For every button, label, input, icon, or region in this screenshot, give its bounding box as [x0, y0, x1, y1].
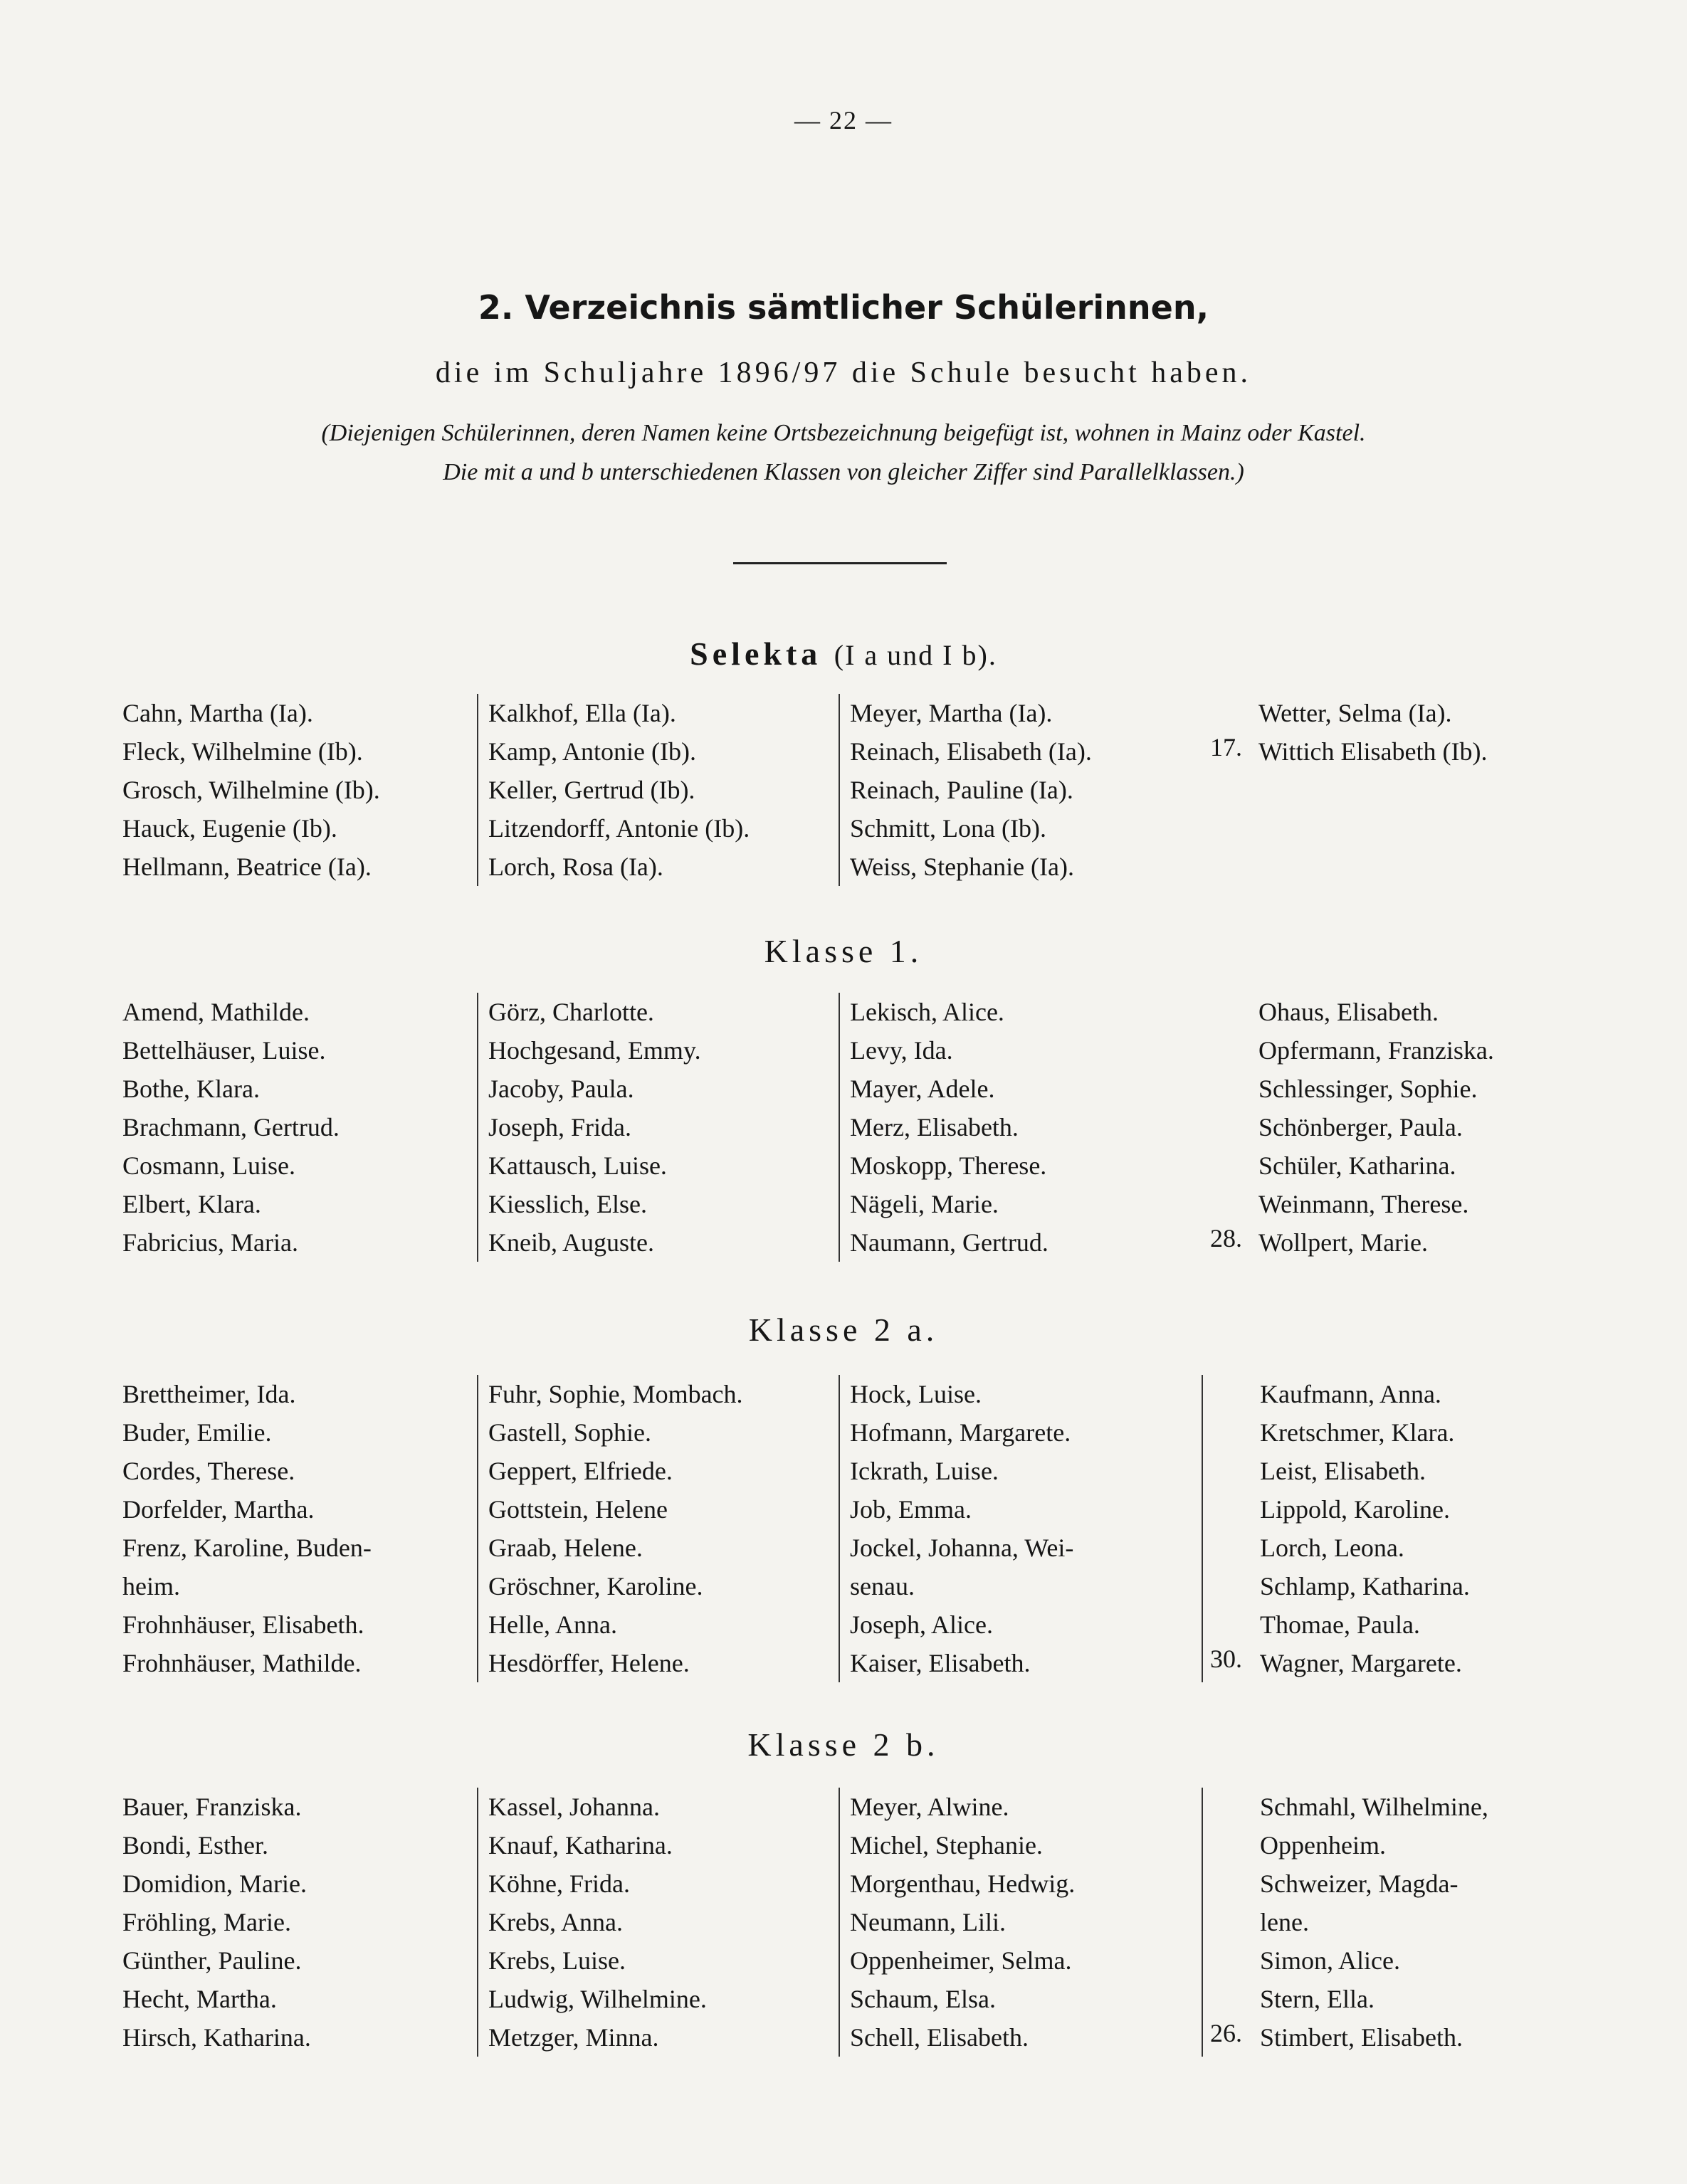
list-item: Schüler, Katharina.: [1258, 1151, 1456, 1180]
list-item: Brettheimer, Ida.: [122, 1380, 296, 1408]
list-item: Ludwig, Wilhelmine.: [488, 1985, 707, 2013]
list-item: Joseph, Alice.: [850, 1610, 993, 1639]
list-item: Hauck, Eugenie (Ib).: [122, 814, 337, 843]
list-item: Frenz, Karoline, Buden-: [122, 1534, 372, 1562]
list-item: Fleck, Wilhelmine (Ib).: [122, 737, 363, 766]
list-item: Meyer, Alwine.: [850, 1793, 1009, 1821]
list-item: Metzger, Minna.: [488, 2023, 659, 2052]
page-subtitle: die im Schuljahre 1896/97 die Schule besucht haben.: [435, 357, 1252, 389]
list-item: Günther, Pauline.: [122, 1946, 302, 1975]
section-title-text: Klasse 2 a.: [748, 1312, 939, 1348]
list-item: Gröschner, Karoline.: [488, 1572, 703, 1600]
list-item: senau.: [850, 1572, 915, 1600]
list-item: Neumann, Lili.: [850, 1908, 1006, 1936]
page-title: 2. Verzeichnis sämtlicher Schülerinnen,: [478, 288, 1209, 327]
list-item: Reinach, Elisabeth (Ia).: [850, 737, 1092, 766]
list-item: Lorch, Leona.: [1260, 1534, 1404, 1562]
name-column-4: [1202, 1788, 1488, 2057]
count-total: 28.: [1210, 1224, 1242, 1252]
list-item: Wollpert, Marie.: [1258, 1228, 1429, 1257]
note-line-2: Die mit a und b unterschiedenen Klassen von gleicher Ziffer sind Parallelklassen.): [443, 459, 1244, 485]
name-column-4: [1202, 1375, 1470, 1682]
list-item: Hofmann, Margarete.: [850, 1418, 1071, 1447]
list-item: Krebs, Luise.: [488, 1946, 626, 1975]
list-item: Lekisch, Alice.: [850, 998, 1004, 1026]
list-item: Bondi, Esther.: [122, 1831, 268, 1859]
name-column-2: [477, 694, 750, 886]
list-item: Schmitt, Lona (Ib).: [850, 814, 1046, 843]
list-item: Hochgesand, Emmy.: [488, 1036, 701, 1065]
list-item: Meyer, Martha (Ia).: [850, 699, 1053, 727]
list-item: Michel, Stephanie.: [850, 1831, 1043, 1859]
list-item: Reinach, Pauline (Ia).: [850, 776, 1073, 804]
list-item: Schmahl, Wilhelmine,: [1260, 1793, 1488, 1821]
list-item: Cahn, Martha (Ia).: [122, 699, 313, 727]
list-item: Stern, Ella.: [1260, 1985, 1375, 2013]
section-title-klasse1: [0, 932, 1687, 970]
list-item: Hirsch, Katharina.: [122, 2023, 311, 2052]
list-item: Elbert, Klara.: [122, 1190, 261, 1218]
list-item: Schell, Elisabeth.: [850, 2023, 1029, 2052]
note-line-1: (Diejenigen Schülerinnen, deren Namen keine Ortsbezeichnung beigefügt ist, wohnen in Mainz oder Kastel.: [321, 420, 1366, 446]
name-column-4: [1202, 694, 1487, 771]
list-item: Oppenheim.: [1260, 1831, 1386, 1859]
list-item: Schlessinger, Sophie.: [1258, 1075, 1478, 1103]
section-title-selekta: [0, 635, 1687, 672]
divider-rule: [733, 562, 947, 564]
list-item: Mayer, Adele.: [850, 1075, 995, 1103]
name-column-2: [477, 1788, 707, 2057]
list-item: Weiss, Stephanie (Ia).: [850, 853, 1074, 881]
list-item: Naumann, Gertrud.: [850, 1228, 1049, 1257]
count-total: 17.: [1210, 733, 1242, 761]
list-item: Levy, Ida.: [850, 1036, 953, 1065]
list-item: Keller, Gertrud (Ib).: [488, 776, 695, 804]
list-item: Bauer, Franziska.: [122, 1793, 302, 1821]
list-item: Jockel, Johanna, Wei-: [850, 1534, 1074, 1562]
list-item: Joseph, Frida.: [488, 1113, 631, 1141]
list-item: Ohaus, Elisabeth.: [1258, 998, 1439, 1026]
section-title-text: Klasse 2 b.: [747, 1726, 940, 1763]
list-item: Kassel, Johanna.: [488, 1793, 660, 1821]
list-item: Frohnhäuser, Mathilde.: [122, 1649, 362, 1677]
count-total: 30.: [1210, 1645, 1242, 1673]
list-item: Litzendorff, Antonie (Ib).: [488, 814, 750, 843]
list-item: Wittich Elisabeth (Ib).: [1258, 737, 1488, 766]
list-item: Hock, Luise.: [850, 1380, 982, 1408]
section-title-klasse2a: [0, 1311, 1687, 1349]
list-item: Hesdörffer, Helene.: [488, 1649, 690, 1677]
section-title-klasse2b: [0, 1726, 1687, 1763]
list-item: Weinmann, Therese.: [1258, 1190, 1469, 1218]
list-item: Kamp, Antonie (Ib).: [488, 737, 696, 766]
name-column-3: [839, 1788, 1075, 2057]
list-item: Ickrath, Luise.: [850, 1457, 999, 1485]
list-item: Job, Emma.: [850, 1495, 972, 1524]
list-item: Wetter, Selma (Ia).: [1258, 699, 1452, 727]
list-item: Thomae, Paula.: [1260, 1610, 1420, 1639]
list-item: Cosmann, Luise.: [122, 1151, 295, 1180]
name-column-1: [122, 1788, 311, 2057]
list-item: Stimbert, Elisabeth.: [1260, 2023, 1463, 2052]
list-item: Fröhling, Marie.: [122, 1908, 291, 1936]
list-item: Graab, Helene.: [488, 1534, 643, 1562]
list-item: Oppenheimer, Selma.: [850, 1946, 1072, 1975]
list-item: Gottstein, Helene: [488, 1495, 668, 1524]
name-column-4: [1258, 993, 1494, 1262]
name-column-3: [839, 694, 1092, 886]
list-item: Kaiser, Elisabeth.: [850, 1649, 1031, 1677]
section-title-text: Klasse 1.: [764, 933, 923, 969]
list-item: Kalkhof, Ella (Ia).: [488, 699, 676, 727]
list-item: heim.: [122, 1572, 180, 1600]
list-item: Frohnhäuser, Elisabeth.: [122, 1610, 364, 1639]
name-column-1: [122, 993, 340, 1262]
list-item: Kaufmann, Anna.: [1260, 1380, 1441, 1408]
name-column-3: [839, 1375, 1073, 1682]
list-item: Grosch, Wilhelmine (Ib).: [122, 776, 380, 804]
list-item: Görz, Charlotte.: [488, 998, 654, 1026]
list-item: Brachmann, Gertrud.: [122, 1113, 340, 1141]
list-item: Merz, Elisabeth.: [850, 1113, 1019, 1141]
count-total: 26.: [1210, 2019, 1242, 2047]
list-item: Helle, Anna.: [488, 1610, 617, 1639]
list-item: Kneib, Auguste.: [488, 1228, 654, 1257]
list-item: Buder, Emilie.: [122, 1418, 272, 1447]
list-item: Wagner, Margarete.: [1260, 1649, 1462, 1677]
list-item: Cordes, Therese.: [122, 1457, 295, 1485]
list-item: Schaum, Elsa.: [850, 1985, 996, 2013]
list-item: Opfermann, Franziska.: [1258, 1036, 1494, 1065]
list-item: Kretschmer, Klara.: [1260, 1418, 1455, 1447]
list-item: Hecht, Martha.: [122, 1985, 277, 2013]
list-item: lene.: [1260, 1908, 1309, 1936]
list-item: Domidion, Marie.: [122, 1869, 307, 1898]
page-number: — 22 —: [794, 106, 893, 134]
list-item: Leist, Elisabeth.: [1260, 1457, 1426, 1485]
list-item: Knauf, Katharina.: [488, 1831, 673, 1859]
name-column-2: [477, 1375, 743, 1682]
list-item: Krebs, Anna.: [488, 1908, 623, 1936]
list-item: Bothe, Klara.: [122, 1075, 260, 1103]
list-item: Simon, Alice.: [1260, 1946, 1400, 1975]
section-title-text: Selekta: [690, 635, 822, 672]
list-item: Bettelhäuser, Luise.: [122, 1036, 326, 1065]
name-column-1: [122, 694, 380, 886]
list-item: Fuhr, Sophie, Mombach.: [488, 1380, 743, 1408]
list-item: Morgenthau, Hedwig.: [850, 1869, 1076, 1898]
list-item: Amend, Mathilde.: [122, 998, 310, 1026]
section-subtitle: (I a und I b).: [834, 639, 997, 671]
list-item: Lippold, Karoline.: [1260, 1495, 1450, 1524]
list-item: Lorch, Rosa (Ia).: [488, 853, 663, 881]
list-item: Fabricius, Maria.: [122, 1228, 298, 1257]
list-item: Dorfelder, Martha.: [122, 1495, 315, 1524]
list-item: Kiesslich, Else.: [488, 1190, 647, 1218]
list-item: Hellmann, Beatrice (Ia).: [122, 853, 372, 881]
list-item: Geppert, Elfriede.: [488, 1457, 673, 1485]
list-item: Nägeli, Marie.: [850, 1190, 999, 1218]
list-item: Gastell, Sophie.: [488, 1418, 651, 1447]
list-item: Kattausch, Luise.: [488, 1151, 667, 1180]
name-column-3: [839, 993, 1049, 1262]
list-item: Köhne, Frida.: [488, 1869, 630, 1898]
name-column-1: [122, 1375, 372, 1682]
list-item: Schönberger, Paula.: [1258, 1113, 1463, 1141]
list-item: Schlamp, Katharina.: [1260, 1572, 1470, 1600]
list-item: Schweizer, Magda-: [1260, 1869, 1459, 1898]
list-item: Jacoby, Paula.: [488, 1075, 634, 1103]
list-item: Moskopp, Therese.: [850, 1151, 1047, 1180]
name-column-2: [477, 993, 701, 1262]
